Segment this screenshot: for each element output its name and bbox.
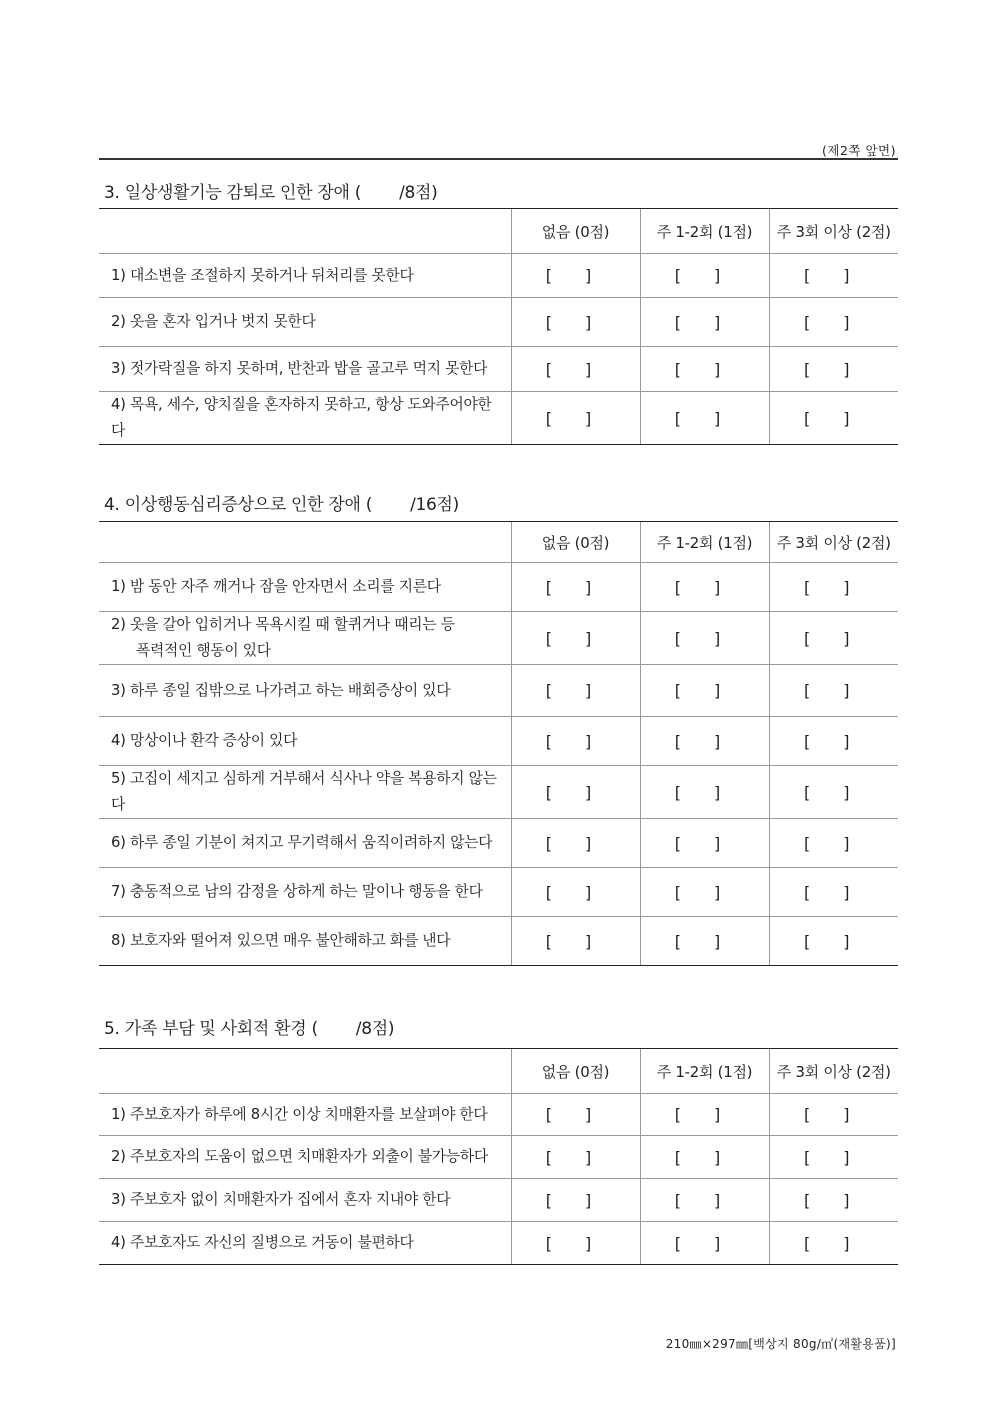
table-row bbox=[99, 1136, 898, 1179]
checkbox-3-plus[interactable]: [ ] bbox=[769, 717, 898, 766]
table-header-row bbox=[99, 522, 898, 563]
checkbox-none[interactable]: [ ] bbox=[511, 392, 640, 445]
checkbox-3-plus[interactable]: [ ] bbox=[769, 868, 898, 917]
item-label: 2) 옷을 혼자 입거나 벗지 못한다 bbox=[99, 298, 511, 347]
checkbox-3-plus[interactable]: [ ] bbox=[769, 298, 898, 347]
checkbox-1-2[interactable]: [ ] bbox=[640, 254, 769, 298]
checkbox-3-plus[interactable]: [ ] bbox=[769, 917, 898, 966]
checkbox-1-2[interactable]: [ ] bbox=[640, 717, 769, 766]
checkbox-none[interactable]: [ ] bbox=[511, 868, 640, 917]
section-5-title bbox=[104, 1014, 394, 1039]
table-row bbox=[99, 298, 898, 347]
table-row bbox=[99, 1222, 898, 1265]
checkbox-3-plus[interactable]: [ ] bbox=[769, 1179, 898, 1222]
checkbox-1-2[interactable]: [ ] bbox=[640, 868, 769, 917]
checkbox-3-plus[interactable]: [ ] bbox=[769, 1222, 898, 1265]
section-5-table bbox=[99, 1048, 898, 1265]
checkbox-1-2[interactable]: [ ] bbox=[640, 1179, 769, 1222]
header-1-2-per-week: 주 1-2회 (1점) bbox=[640, 522, 769, 563]
section-3-table bbox=[99, 208, 898, 445]
checkbox-1-2[interactable]: [ ] bbox=[640, 392, 769, 445]
section-4-table bbox=[99, 521, 898, 966]
table-row bbox=[99, 563, 898, 612]
checkbox-none[interactable]: [ ] bbox=[511, 665, 640, 717]
page-label: (제2쪽 앞면) bbox=[822, 143, 896, 158]
checkbox-1-2[interactable]: [ ] bbox=[640, 298, 769, 347]
checkbox-none[interactable]: [ ] bbox=[511, 347, 640, 392]
checkbox-none[interactable]: [ ] bbox=[511, 917, 640, 966]
table-row bbox=[99, 347, 898, 392]
checkbox-none[interactable]: [ ] bbox=[511, 563, 640, 612]
checkbox-1-2[interactable]: [ ] bbox=[640, 766, 769, 819]
header-none: 없음 (0점) bbox=[511, 522, 640, 563]
table-row bbox=[99, 868, 898, 917]
header-1-2-per-week: 주 1-2회 (1점) bbox=[640, 209, 769, 254]
checkbox-none[interactable]: [ ] bbox=[511, 819, 640, 868]
table-row bbox=[99, 717, 898, 766]
table-row bbox=[99, 1094, 898, 1136]
item-label: 5) 고집이 세지고 심하게 거부해서 식사나 약을 복용하지 않는다 bbox=[99, 766, 511, 819]
checkbox-3-plus[interactable]: [ ] bbox=[769, 1094, 898, 1136]
checkbox-none[interactable]: [ ] bbox=[511, 1179, 640, 1222]
header-none: 없음 (0점) bbox=[511, 1049, 640, 1094]
table-row bbox=[99, 1179, 898, 1222]
header-3-plus-per-week: 주 3회 이상 (2점) bbox=[769, 522, 898, 563]
section-3-title bbox=[104, 178, 437, 203]
checkbox-1-2[interactable]: [ ] bbox=[640, 1222, 769, 1265]
checkbox-3-plus[interactable]: [ ] bbox=[769, 254, 898, 298]
paper-spec-footer: 210㎜×297㎜[백상지 80g/㎡(재활용품)] bbox=[665, 1337, 896, 1351]
table-row bbox=[99, 819, 898, 868]
item-header-cell bbox=[99, 1049, 511, 1094]
checkbox-3-plus[interactable]: [ ] bbox=[769, 819, 898, 868]
item-label: 4) 목욕, 세수, 양치질을 혼자하지 못하고, 항상 도와주어야한다 bbox=[99, 392, 511, 445]
checkbox-1-2[interactable]: [ ] bbox=[640, 665, 769, 717]
section-5-title-text: 5. 가족 부담 및 사회적 환경 ( bbox=[104, 1019, 318, 1039]
checkbox-3-plus[interactable]: [ ] bbox=[769, 612, 898, 665]
item-label: 4) 망상이나 환각 증상이 있다 bbox=[99, 717, 511, 766]
checkbox-none[interactable]: [ ] bbox=[511, 1136, 640, 1179]
checkbox-none[interactable]: [ ] bbox=[511, 1222, 640, 1265]
header-3-plus-per-week: 주 3회 이상 (2점) bbox=[769, 1049, 898, 1094]
item-label: 1) 주보호자가 하루에 8시간 이상 치매환자를 보살펴야 한다 bbox=[99, 1094, 511, 1136]
item-header-cell bbox=[99, 209, 511, 254]
item-label: 8) 보호자와 떨어져 있으면 매우 불안해하고 화를 낸다 bbox=[99, 917, 511, 966]
table-row bbox=[99, 766, 898, 819]
checkbox-1-2[interactable]: [ ] bbox=[640, 612, 769, 665]
section-4-score-total: /16점) bbox=[410, 495, 459, 515]
item-label-line-1: 2) 옷을 갈아 입히거나 목욕시킬 때 할퀴거나 때리는 등 bbox=[111, 616, 455, 633]
checkbox-1-2[interactable]: [ ] bbox=[640, 917, 769, 966]
top-rule bbox=[99, 158, 898, 160]
checkbox-1-2[interactable]: [ ] bbox=[640, 819, 769, 868]
checkbox-3-plus[interactable]: [ ] bbox=[769, 766, 898, 819]
checkbox-3-plus[interactable]: [ ] bbox=[769, 347, 898, 392]
item-label: 6) 하루 종일 기분이 쳐지고 무기력해서 움직이려하지 않는다 bbox=[99, 819, 511, 868]
item-label: 3) 하루 종일 집밖으로 나가려고 하는 배회증상이 있다 bbox=[99, 665, 511, 717]
item-label: 7) 충동적으로 남의 감정을 상하게 하는 말이나 행동을 한다 bbox=[99, 868, 511, 917]
table-row bbox=[99, 254, 898, 298]
checkbox-3-plus[interactable]: [ ] bbox=[769, 563, 898, 612]
item-label: 4) 주보호자도 자신의 질병으로 거동이 불편하다 bbox=[99, 1222, 511, 1265]
checkbox-3-plus[interactable]: [ ] bbox=[769, 392, 898, 445]
checkbox-1-2[interactable]: [ ] bbox=[640, 563, 769, 612]
checkbox-none[interactable]: [ ] bbox=[511, 298, 640, 347]
table-row bbox=[99, 917, 898, 966]
item-header-cell bbox=[99, 522, 511, 563]
section-4-title-text: 4. 이상행동심리증상으로 인한 장애 ( bbox=[104, 495, 373, 515]
table-row bbox=[99, 392, 898, 445]
checkbox-1-2[interactable]: [ ] bbox=[640, 1094, 769, 1136]
checkbox-3-plus[interactable]: [ ] bbox=[769, 665, 898, 717]
table-header-row bbox=[99, 209, 898, 254]
table-row bbox=[99, 612, 898, 665]
item-label: 1) 대소변을 조절하지 못하거나 뒤처리를 못한다 bbox=[99, 254, 511, 298]
section-3-title-text: 3. 일상생활기능 감퇴로 인한 장애 ( bbox=[104, 183, 362, 203]
checkbox-1-2[interactable]: [ ] bbox=[640, 1136, 769, 1179]
checkbox-none[interactable]: [ ] bbox=[511, 1094, 640, 1136]
checkbox-none[interactable]: [ ] bbox=[511, 254, 640, 298]
checkbox-none[interactable]: [ ] bbox=[511, 717, 640, 766]
item-label bbox=[99, 612, 511, 665]
checkbox-none[interactable]: [ ] bbox=[511, 766, 640, 819]
item-label-line-2: 폭력적인 행동이 있다 bbox=[136, 642, 271, 659]
checkbox-none[interactable]: [ ] bbox=[511, 612, 640, 665]
table-row bbox=[99, 665, 898, 717]
item-label: 2) 주보호자의 도움이 없으면 치매환자가 외출이 불가능하다 bbox=[99, 1136, 511, 1179]
section-5-score-total: /8점) bbox=[355, 1019, 395, 1039]
checkbox-1-2[interactable]: [ ] bbox=[640, 347, 769, 392]
header-3-plus-per-week: 주 3회 이상 (2점) bbox=[769, 209, 898, 254]
item-label: 3) 주보호자 없이 치매환자가 집에서 혼자 지내야 한다 bbox=[99, 1179, 511, 1222]
table-header-row bbox=[99, 1049, 898, 1094]
checkbox-3-plus[interactable]: [ ] bbox=[769, 1136, 898, 1179]
item-label: 3) 젓가락질을 하지 못하며, 반찬과 밥을 골고루 먹지 못한다 bbox=[99, 347, 511, 392]
section-3-score-total: /8점) bbox=[399, 183, 438, 203]
item-label: 1) 밤 동안 자주 깨거나 잠을 안자면서 소리를 지른다 bbox=[99, 563, 511, 612]
header-1-2-per-week: 주 1-2회 (1점) bbox=[640, 1049, 769, 1094]
section-4-title bbox=[104, 490, 459, 515]
header-none: 없음 (0점) bbox=[511, 209, 640, 254]
